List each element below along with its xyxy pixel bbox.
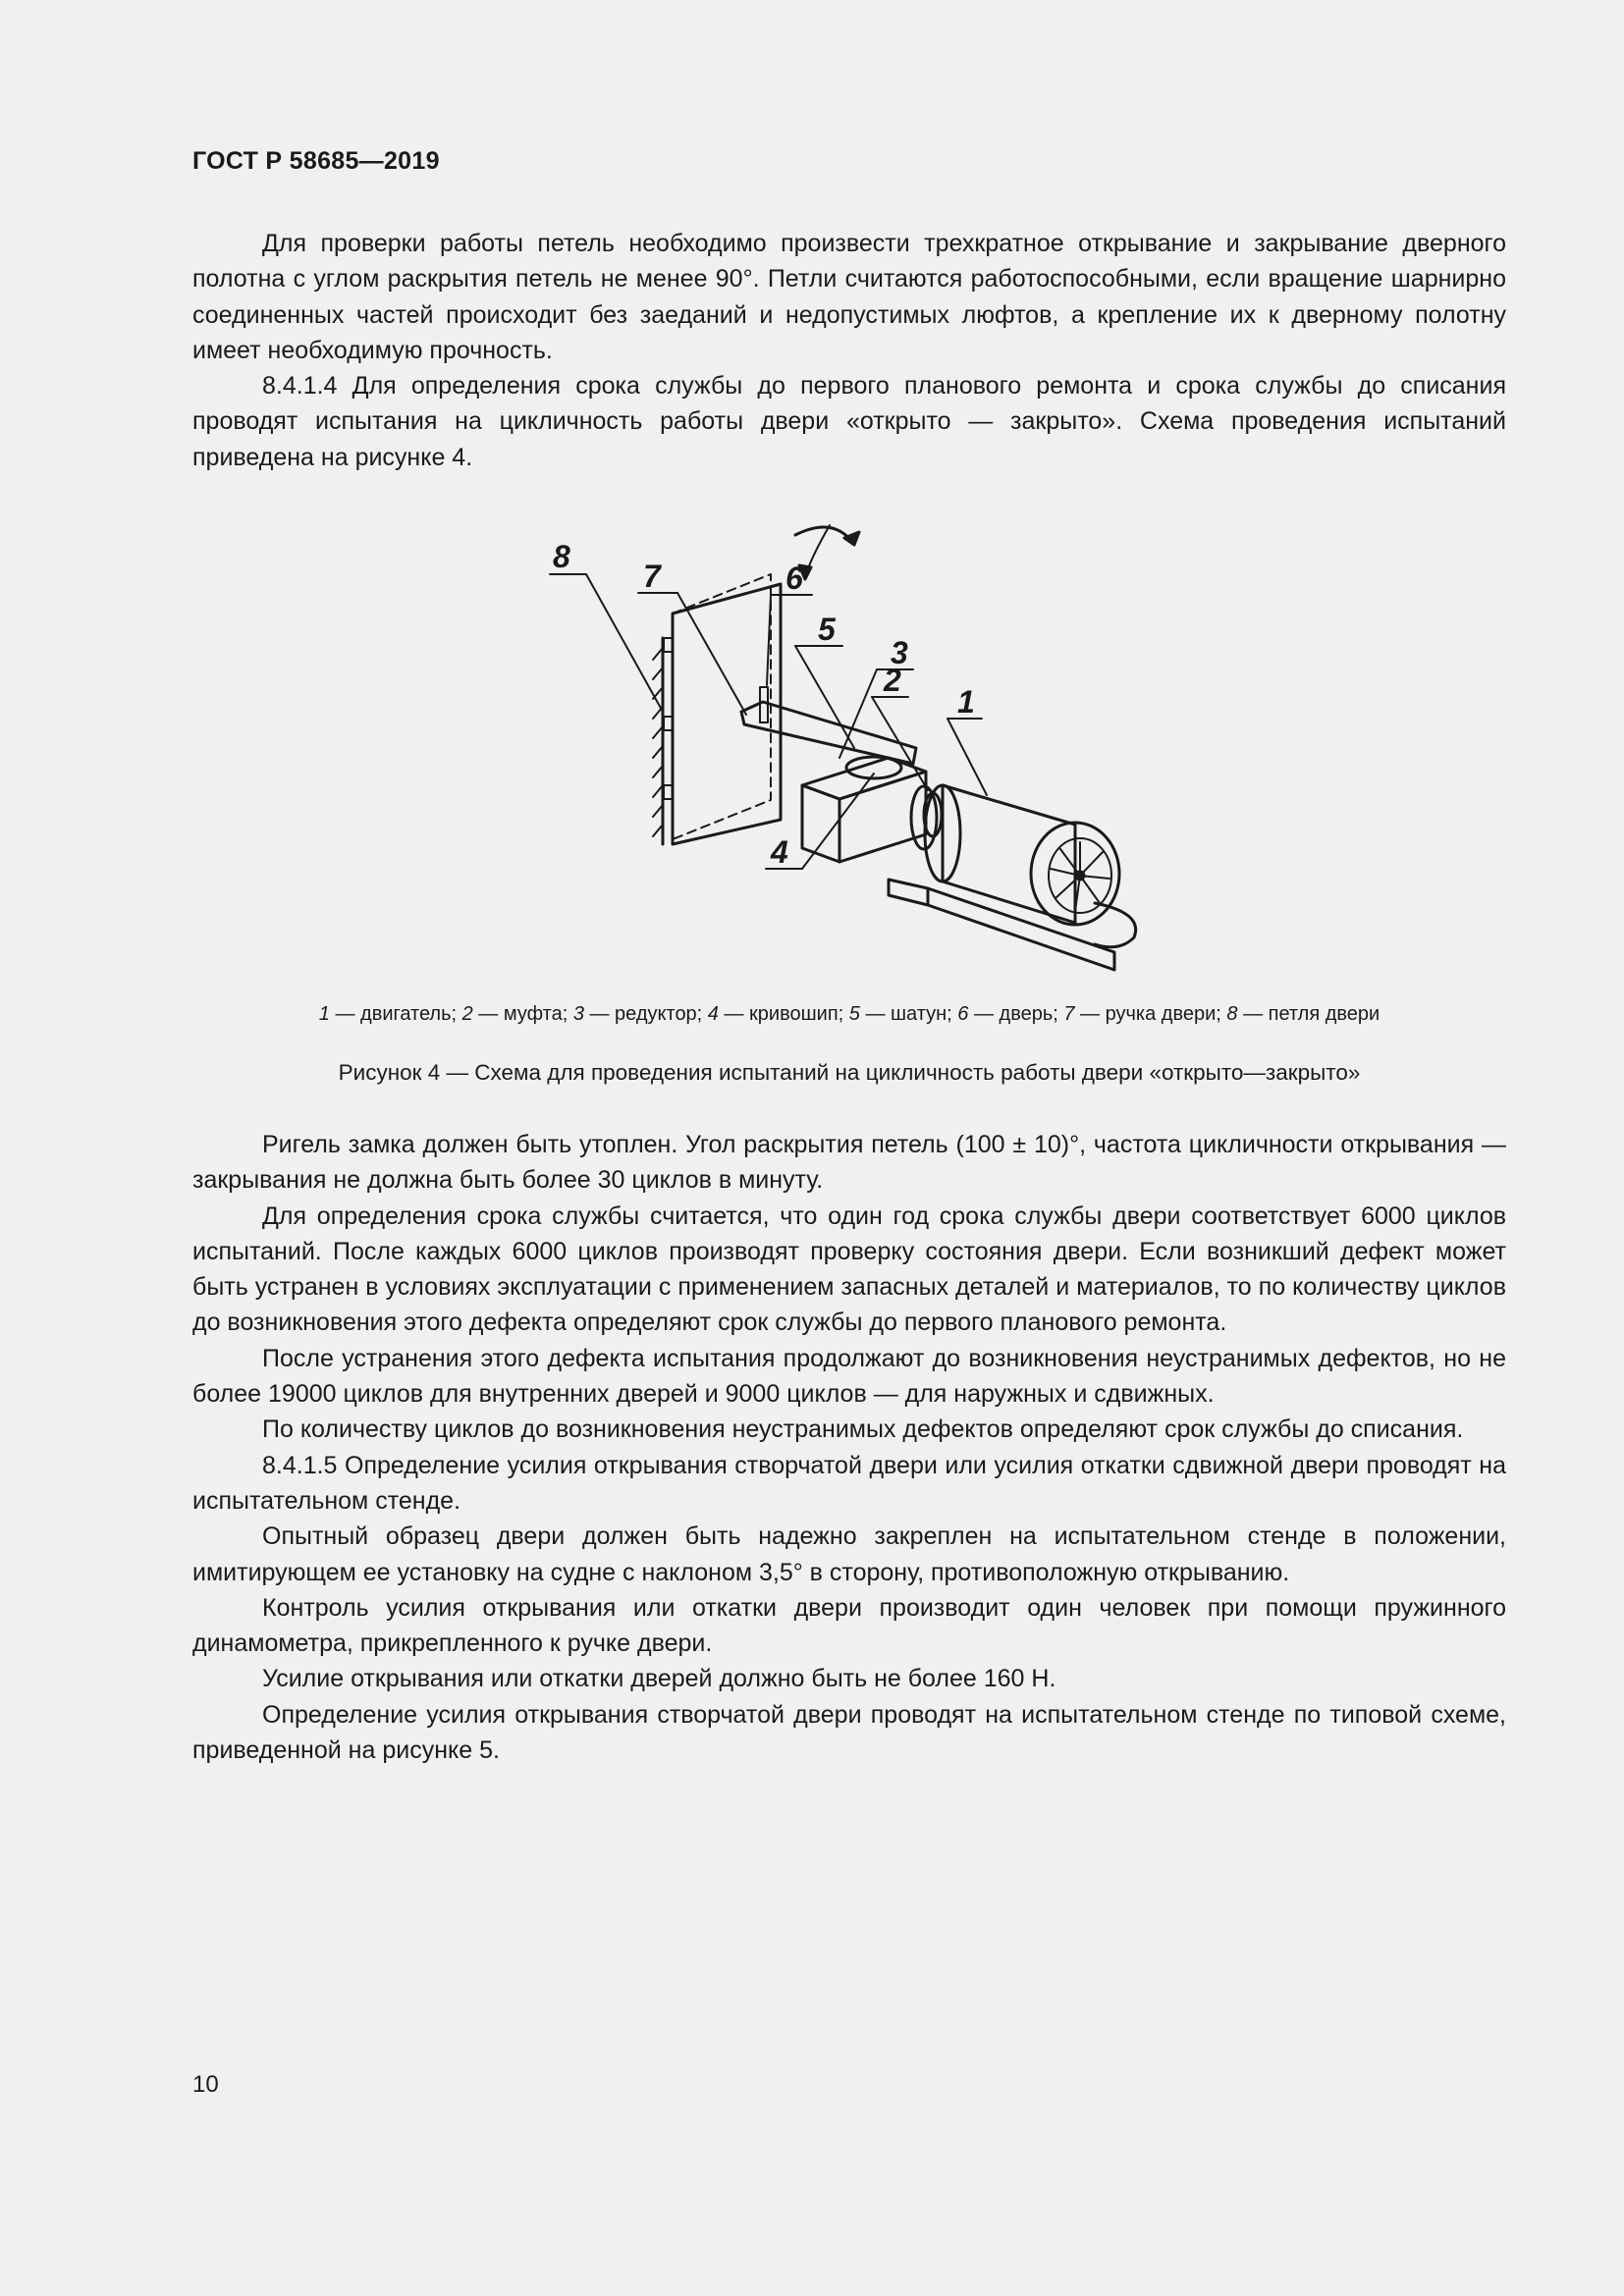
paragraph: Ригель замка должен быть утоплен. Угол раскрытия петель (100 ± 10)°, частота цикличности открывания — закрывания не должна быть более 30 циклов в минуту. xyxy=(192,1131,1506,1195)
motor-base-foot xyxy=(1095,903,1136,947)
label-1: 1 xyxy=(957,684,975,720)
legend-text: — редуктор; xyxy=(583,1003,708,1025)
legend-num: 5 xyxy=(848,1003,860,1025)
document-header: ГОСТ Р 58685—2019 xyxy=(192,147,440,175)
motor-base-end xyxy=(889,880,928,905)
paragraph: 8.4.1.4 Для определения срока службы до первого планового ремонта и срока службы до списания проводят испытания на цикличность работы двери «открыто — закрыто». Схема проведения испытаний приведена на рисунке 4. xyxy=(192,372,1506,471)
legend-text: — двигатель; xyxy=(329,1003,462,1025)
page-number: 10 xyxy=(192,2071,219,2098)
test-rig-drawing xyxy=(545,491,1173,991)
paragraph: Усилие открывания или откатки дверей должно быть не более 160 Н. xyxy=(262,1665,1056,1693)
figure-legend xyxy=(192,1003,1506,1026)
paragraph: Контроль усилия открывания или откатки двери производит один человек при помощи пружинного динамометра, прикрепленного к ручке двери. xyxy=(192,1593,1506,1658)
text-block-before-figure xyxy=(192,226,1506,475)
text-block-after-figure xyxy=(192,1127,1506,1768)
paragraph: Для проверки работы петель необходимо произвести трехкратное открывание и закрывание дверного полотна с углом раскрытия петель не менее 90°. Петли считаются работоспособными, если вращение шарнирно соединенных частей происходит без заеданий и недопустимых люфтов, а крепление их к дверному полотну имеет необходимую прочность. xyxy=(192,230,1506,364)
figure-test-rig-diagram xyxy=(545,491,1173,991)
gearbox-front xyxy=(802,785,839,862)
legend-num: 2 xyxy=(461,1003,473,1025)
door xyxy=(673,584,781,844)
paragraph: Опытный образец двери должен быть надежно закреплен на испытательном стенде в положении, имитирующем ее установку на судне с наклоном 3,5° в сторону, противоположную открыванию. xyxy=(192,1522,1506,1586)
fan-icon xyxy=(1051,842,1110,911)
paragraph: Определение усилия открывания створчатой двери проводят на испытательном стенде по типовой схеме, приведенной на рисунке 5. xyxy=(192,1700,1506,1765)
label-2: 2 xyxy=(884,663,901,698)
door-handle xyxy=(760,687,768,722)
paragraph: Для определения срока службы считается, что один год срока службы двери соответствует 6000 циклов испытаний. После каждых 6000 циклов производят проверку состояния двери. Если возникший дефект может быть устранен в условиях эксплуатации с применением запасных деталей и материалов, то по количеству циклов до возникновения этого дефекта определяют срок службы до первого планового ремонта. xyxy=(192,1201,1506,1337)
legend-num: 1 xyxy=(318,1003,330,1025)
paragraph: После устранения этого дефекта испытания продолжают до возникновения неустранимых дефектов, но не более 19000 циклов для внутренних дверей и 9000 циклов — для наружных и сдвижных. xyxy=(192,1344,1506,1409)
label-8: 8 xyxy=(553,539,570,574)
legend-text: — дверь; xyxy=(968,1003,1064,1025)
label-4: 4 xyxy=(771,834,788,870)
paragraph: 8.4.1.5 Определение усилия открывания створчатой двери или усилия откатки сдвижной двери проводят на испытательном стенде. xyxy=(192,1451,1506,1515)
legend-text: — кривошип; xyxy=(718,1003,849,1025)
gearbox-side xyxy=(839,772,926,862)
label-5: 5 xyxy=(818,612,836,647)
legend-text: — ручка двери; xyxy=(1074,1003,1227,1025)
legend-num: 7 xyxy=(1063,1003,1075,1025)
label-6: 6 xyxy=(785,561,803,596)
label-7: 7 xyxy=(643,559,661,594)
legend-num: 3 xyxy=(572,1003,584,1025)
legend-text: — шатун; xyxy=(859,1003,958,1025)
legend-text: — муфта; xyxy=(472,1003,573,1025)
legend-num: 6 xyxy=(957,1003,969,1025)
label-3: 3 xyxy=(891,635,908,670)
legend-num: 8 xyxy=(1226,1003,1238,1025)
figure-caption: Рисунок 4 — Схема для проведения испытаний на цикличность работы двери «открыто—закрыто» xyxy=(338,1060,1361,1085)
paragraph: По количеству циклов до возникновения неустранимых дефектов определяют срок службы до списания. xyxy=(262,1415,1464,1444)
legend-text: — петля двери xyxy=(1237,1003,1380,1025)
door-open-position xyxy=(673,574,771,839)
motor-base-top xyxy=(928,888,1114,970)
legend-num: 4 xyxy=(707,1003,719,1025)
